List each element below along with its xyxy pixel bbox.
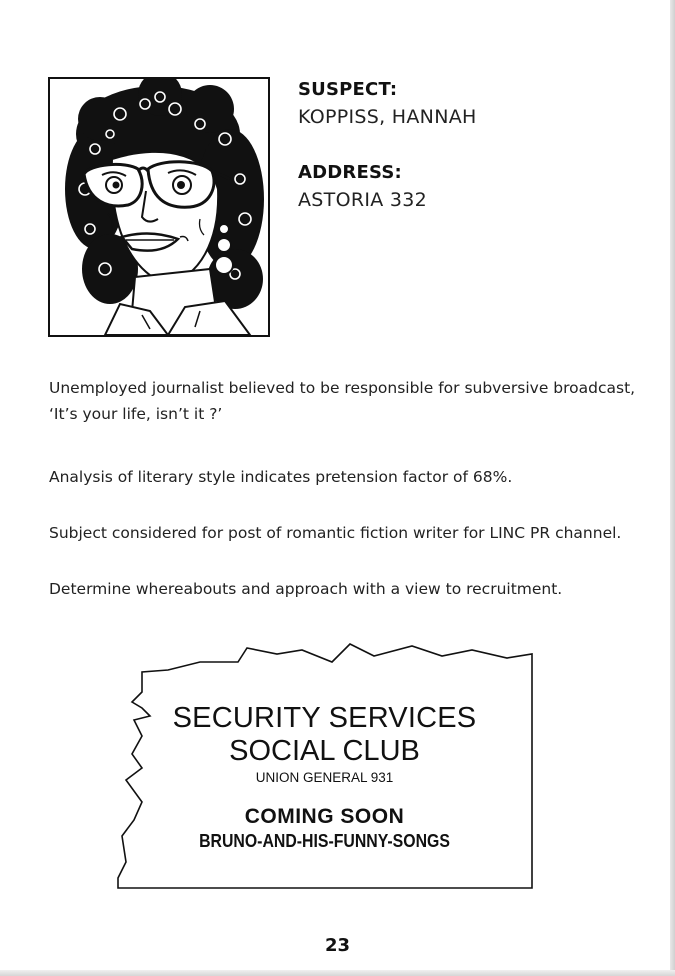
portrait-drawing — [50, 79, 268, 335]
address-value: ASTORIA 332 — [298, 189, 428, 211]
page-number: 23 — [324, 935, 351, 956]
flyer-subtitle: SOCIAL CLUB — [229, 735, 420, 767]
page-bottom-edge — [0, 970, 675, 976]
paragraph-instruction: Determine whereabouts and approach with a view to recruitment. — [49, 580, 563, 598]
paragraph-consideration: Subject considered for post of romantic fiction writer for LINC PR channel. — [49, 524, 622, 542]
suspect-portrait — [48, 77, 270, 337]
flyer-title: SECURITY SERVICES — [172, 702, 477, 734]
paragraph-description: Unemployed journalist believed to be responsible for subversive broadcast, ‘It’s your life, isn’t it ?’ — [49, 379, 636, 423]
suspect-name: KOPPISS, HANNAH — [298, 106, 477, 128]
address-label: ADDRESS: — [298, 162, 402, 183]
flyer-location: UNION GENERAL 931 — [255, 770, 394, 785]
suspect-label: SUSPECT: — [298, 79, 398, 100]
paragraph-analysis: Analysis of literary style indicates pretension factor of 68%. — [49, 468, 513, 486]
flyer-act-name: BRUNO-AND-HIS-FUNNY-SONGS — [199, 831, 450, 851]
page-edge — [670, 0, 675, 976]
social-club-flyer — [112, 640, 537, 895]
flyer-coming-soon: COMING SOON — [244, 805, 405, 828]
